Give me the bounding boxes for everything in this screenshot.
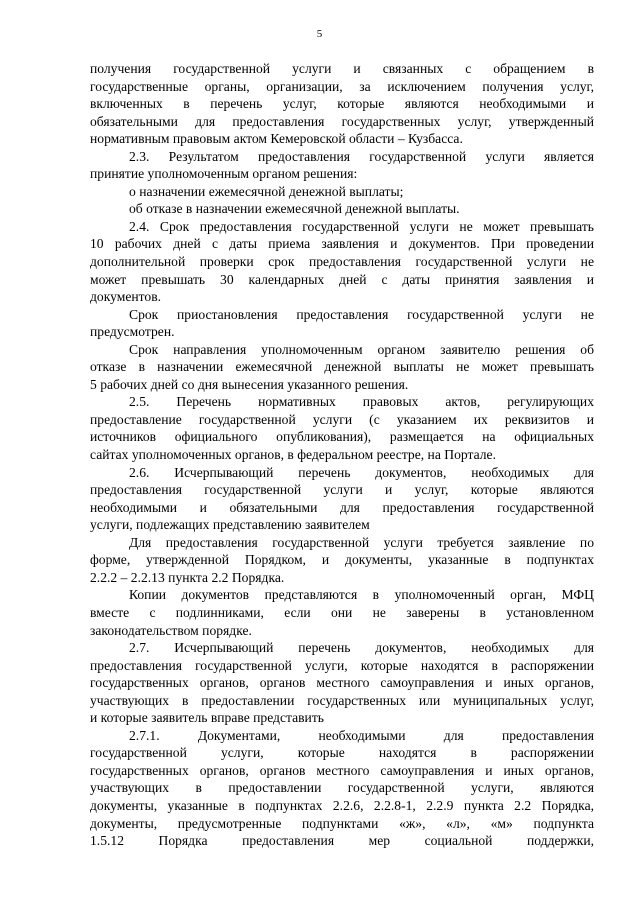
text-line: 10 рабочих дней с даты приема заявления и документов. При проведении xyxy=(90,236,594,252)
text-line: Для предоставления государственной услуги требуется заявление по xyxy=(129,534,594,550)
document-body xyxy=(90,60,594,850)
text-line: форме, утвержденной Порядком, и документы, указанные в подпунктах xyxy=(90,552,594,568)
text-line: о назначении ежемесячной денежной выплаты; xyxy=(129,183,404,199)
page-number: 5 xyxy=(316,28,323,40)
text-line: 2.7.1. Документами, необходимыми для предоставления xyxy=(129,727,594,743)
text-line: участвующих в предоставлении государственных или муниципальных услуг, xyxy=(90,692,594,708)
text-line: 2.6. Исчерпывающий перечень документов, необходимых для xyxy=(129,464,594,480)
text-line: обязательными для предоставления государственных услуг, утвержденный xyxy=(90,113,594,129)
text-line: 2.5. Перечень нормативных правовых актов, регулирующих xyxy=(129,394,594,410)
text-line: предоставления государственной услуги, которые находятся в распоряжении xyxy=(90,657,594,673)
text-line: 2.7. Исчерпывающий перечень документов, необходимых для xyxy=(129,640,594,656)
text-line: нормативным правовым актом Кемеровской области – Кузбасса. xyxy=(90,131,463,147)
text-line: услуги, подлежащих представлению заявителем xyxy=(90,517,370,533)
text-line: 2.3. Результатом предоставления государственной услуги является xyxy=(129,148,594,164)
text-line: законодательством порядке. xyxy=(90,622,252,638)
text-line: включенных в перечень услуг, которые являются необходимыми и xyxy=(90,96,594,112)
text-line: 2.4. Срок предоставления государственной услуги не может превышать xyxy=(129,218,594,234)
text-line: государственные органы, организации, за исключением получения услуг, xyxy=(90,78,594,94)
text-line: Срок направления уполномоченным органом заявителю решения об xyxy=(129,341,594,357)
text-line: 5 рабочих дней со дня вынесения указанного решения. xyxy=(90,376,409,392)
text-line: об отказе в назначении ежемесячной денежной выплаты. xyxy=(129,201,460,217)
text-line: получения государственной услуги и связанных с обращением в xyxy=(90,61,594,76)
text-line: может превышать 30 календарных дней с даты принятия заявления и xyxy=(90,271,594,287)
text-line: Срок приостановления предоставления государственной услуги не xyxy=(129,306,594,322)
text-line: 1.5.12 Порядка предоставления мер социальной поддержки, xyxy=(90,833,594,849)
text-line: предоставление государственной услуги (с указанием их реквизитов и xyxy=(90,411,594,427)
text-line: 2.2.2 – 2.2.13 пункта 2.2 Порядка. xyxy=(90,569,285,585)
text-line: сайтах уполномоченных органов, в федеральном реестре, на Портале. xyxy=(90,447,496,463)
text-line: документы, предусмотренные подпунктами «ж», «л», «м» подпункта xyxy=(90,815,594,831)
text-line: дополнительной проверки срок предоставления государственной услуги не xyxy=(90,254,594,270)
text-line: государственных органов, органов местного самоуправления и иных органов, xyxy=(90,762,594,778)
text-line: предоставления государственной услуги и услуг, которые являются xyxy=(90,482,594,498)
text-line: документы, указанные в подпунктах 2.2.6, 2.2.8-1, 2.2.9 пункта 2.2 Порядка, xyxy=(90,797,594,813)
text-line: государственных органов, органов местного самоуправления и иных органов, xyxy=(90,675,594,691)
text-line: необходимыми и обязательными для предоставления государственной xyxy=(90,499,594,515)
text-line: документов. xyxy=(90,289,162,305)
text-line: предусмотрен. xyxy=(90,324,175,340)
text-line: принятие уполномоченным органом решения: xyxy=(90,166,358,182)
text-line: государственной услуги, которые находятся в распоряжении xyxy=(90,745,594,761)
text-line: отказе в назначении ежемесячной денежной выплаты не может превышать xyxy=(90,359,594,375)
text-line: источников официального опубликования), размещается на официальных xyxy=(90,429,594,445)
text-line: Копии документов представляются в уполномоченный орган, МФЦ xyxy=(129,587,594,603)
text-line: участвующих в предоставлении государственной услуги, являются xyxy=(90,780,594,796)
text-line: вместе с подлинниками, если они не заверены в установленном xyxy=(90,604,594,620)
text-line: и которые заявитель вправе представить xyxy=(90,710,324,726)
